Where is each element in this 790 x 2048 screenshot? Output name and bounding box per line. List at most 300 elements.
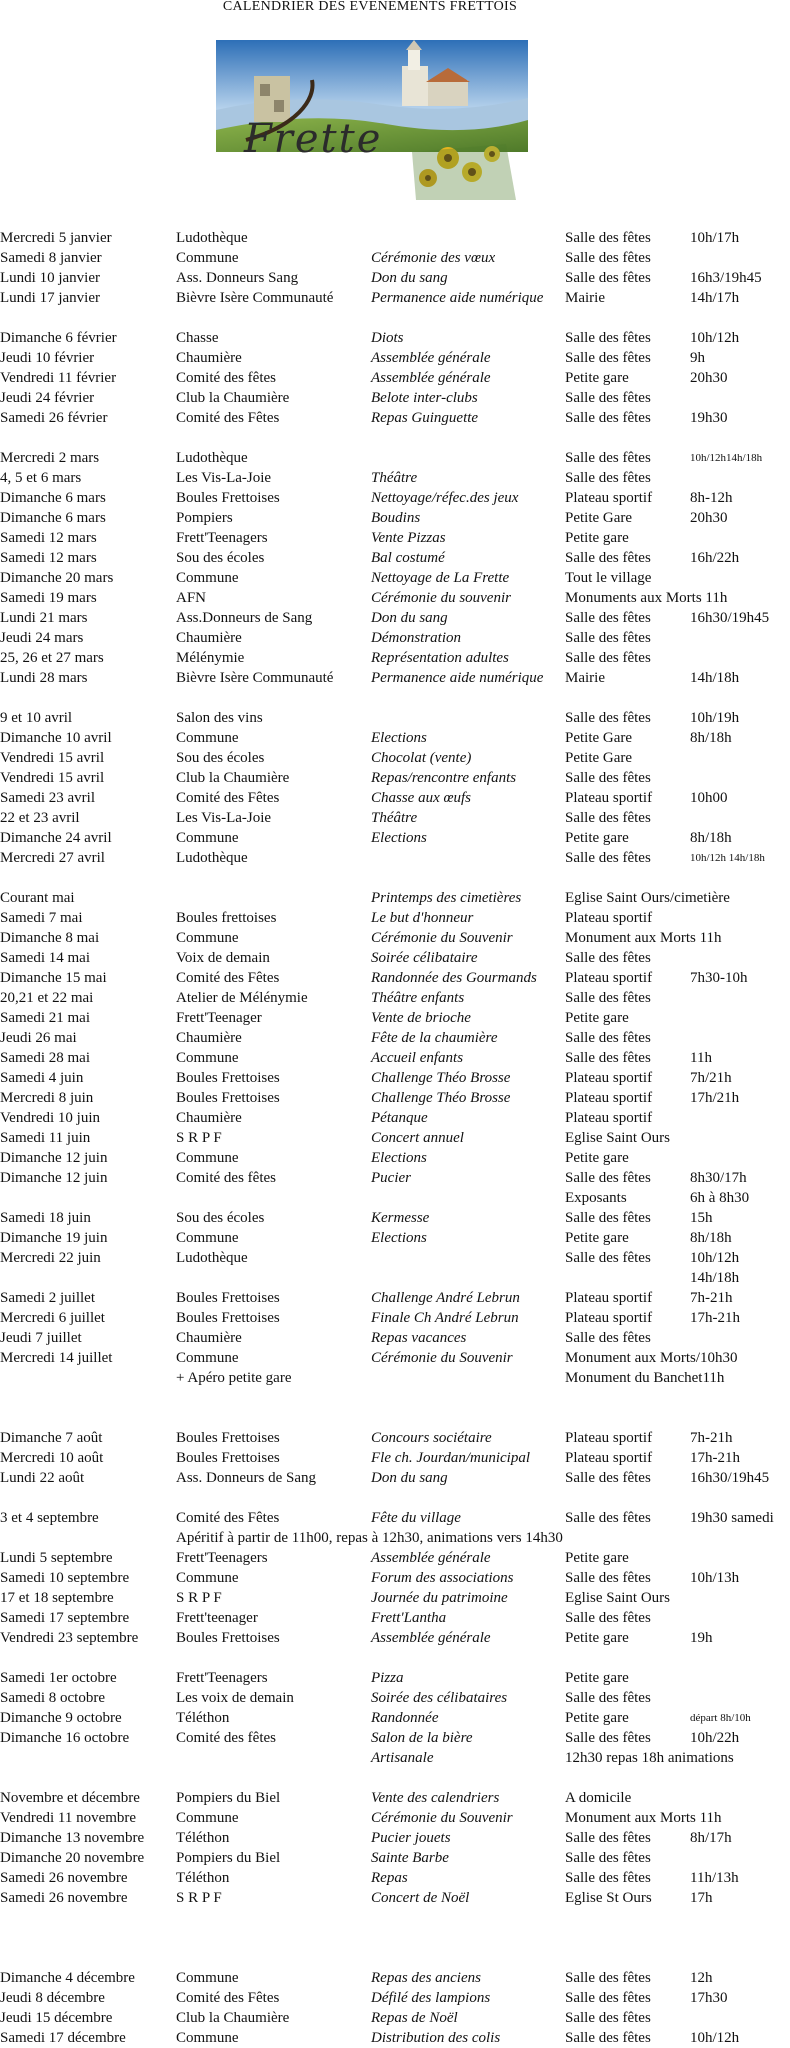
event-place: Salle des fêtes [565, 1250, 651, 1266]
event-place: Salle des fêtes [565, 250, 651, 266]
event-organizer: Sou des écoles [176, 550, 265, 566]
event-row [0, 1348, 790, 1368]
event-time: départ 8h/10h [690, 1712, 751, 1724]
event-organizer: Comité des fêtes [176, 1170, 276, 1186]
event-row [0, 528, 790, 548]
event-organizer: Comité des Fêtes [176, 970, 280, 986]
event-time: 16h/22h [690, 550, 740, 566]
event-date: Vendredi 15 avril [0, 770, 105, 786]
event-time: 14h/17h [690, 290, 740, 306]
section-gap [0, 688, 790, 708]
event-name: Soirée des célibataires [371, 1690, 508, 1706]
event-place: Salle des fêtes [565, 770, 651, 786]
event-name: Nettoyage de La Frette [371, 570, 510, 586]
event-organizer: Sou des écoles [176, 750, 265, 766]
event-organizer: Bièvre Isère Communauté [176, 290, 334, 306]
event-row [0, 1608, 790, 1628]
event-date: Mercredi 22 juin [0, 1250, 101, 1266]
event-date: Lundi 5 septembre [0, 1550, 113, 1566]
event-date: Jeudi 15 décembre [0, 2010, 113, 2026]
event-name: Permanence aide numérique [371, 290, 544, 306]
event-place: Salle des fêtes [565, 1570, 651, 1586]
event-organizer: Ludothèque [176, 1250, 248, 1266]
event-name: Démonstration [371, 630, 461, 646]
event-date: 25, 26 et 27 mars [0, 650, 104, 666]
event-time: 17h [690, 1890, 713, 1906]
event-organizer: Frett'Teenagers [176, 1550, 268, 1566]
event-date: Dimanche 16 octobre [0, 1730, 130, 1746]
event-row [0, 1808, 790, 1828]
event-date: Mercredi 27 avril [0, 850, 105, 866]
event-organizer: Pompiers du Biel [176, 1850, 281, 1866]
event-date: Samedi 19 mars [0, 590, 97, 606]
event-place: Salle des fêtes [565, 550, 651, 566]
event-organizer: Boules Frettoises [176, 1290, 280, 1306]
event-date: Samedi 8 janvier [0, 250, 102, 266]
event-place: Salle des fêtes [565, 710, 651, 726]
event-place: Petite Gare [565, 730, 633, 746]
event-name: Concert de Noël [371, 1890, 470, 1906]
event-name: Challenge Théo Brosse [371, 1090, 511, 1106]
event-date: Dimanche 20 mars [0, 570, 114, 586]
event-name: Représentation adultes [371, 650, 509, 666]
event-place: Salle des fêtes [565, 330, 651, 346]
event-organizer: Ludothèque [176, 850, 248, 866]
event-row [0, 1748, 790, 1768]
event-name: Assemblée générale [371, 1630, 491, 1646]
event-date: Lundi 22 août [0, 1470, 85, 1486]
event-place: Salle des fêtes [565, 1970, 651, 1986]
event-date: Vendredi 10 juin [0, 1110, 100, 1126]
event-row [0, 1068, 790, 1088]
event-date: Mercredi 6 juillet [0, 1310, 105, 1326]
event-organizer: Commune [176, 570, 239, 586]
event-date: Vendredi 11 novembre [0, 1810, 137, 1826]
event-row [0, 268, 790, 288]
event-organizer: Les Vis-La-Joie [176, 810, 272, 826]
event-name: Journée du patrimoine [371, 1590, 508, 1606]
event-date: Dimanche 13 novembre [0, 1830, 145, 1846]
event-name: Repas des anciens [371, 1970, 481, 1986]
section-gap [0, 1768, 790, 1788]
event-organizer: Bièvre Isère Communauté [176, 670, 334, 686]
event-place: Salle des fêtes [565, 990, 651, 1006]
section-gap [0, 308, 790, 328]
event-name: Théâtre enfants [371, 990, 465, 1006]
event-name: Le but d'honneur [371, 910, 474, 926]
event-date: Samedi 8 octobre [0, 1690, 105, 1706]
event-name: Belote inter-clubs [371, 390, 478, 406]
event-place: Petite gare [565, 1230, 629, 1246]
event-organizer: Chaumière [176, 1110, 242, 1126]
section-gap [0, 1948, 790, 1968]
event-place: Salle des fêtes [565, 1610, 651, 1626]
event-name: Assemblée générale [371, 350, 491, 366]
event-date: Dimanche 24 avril [0, 830, 112, 846]
event-date: Dimanche 19 juin [0, 1230, 108, 1246]
event-place: Plateau sportif [565, 1430, 653, 1446]
event-date: Samedi 14 mai [0, 950, 90, 966]
event-date: Mercredi 10 août [0, 1450, 104, 1466]
event-date: Dimanche 9 octobre [0, 1710, 122, 1726]
event-time: 10h/19h [690, 710, 740, 726]
event-name: Pizza [371, 1670, 404, 1686]
event-organizer: Apéritif à partir de 11h00, repas à 12h30, animations vers 14h30 [176, 1530, 563, 1546]
section-gap [0, 1648, 790, 1668]
event-name: Sainte Barbe [371, 1850, 449, 1866]
event-organizer: Chaumière [176, 630, 242, 646]
event-name: Don du sang [371, 1470, 448, 1486]
event-name: Artisanale [371, 1750, 434, 1766]
event-time: 17h-21h [690, 1310, 740, 1326]
event-time: 8h/17h [690, 1830, 732, 1846]
event-organizer: + Apéro petite gare [176, 1370, 292, 1386]
event-place: Salle des fêtes [565, 2010, 651, 2026]
event-time: 8h/18h [690, 830, 732, 846]
event-organizer: Commune [176, 1150, 239, 1166]
event-name: Chocolat (vente) [371, 750, 472, 766]
event-organizer: Frett'teenager [176, 1610, 258, 1626]
event-organizer: Club la Chaumière [176, 390, 290, 406]
event-date: Samedi 18 juin [0, 1210, 91, 1226]
event-row [0, 1088, 790, 1108]
event-organizer: Club la Chaumière [176, 2010, 290, 2026]
event-row [0, 1268, 790, 1288]
event-place: Petite gare [565, 1150, 629, 1166]
event-organizer: Commune [176, 1230, 239, 1246]
event-row [0, 1288, 790, 1308]
event-name: Frett'Lantha [371, 1610, 447, 1626]
event-organizer: Comité des Fêtes [176, 790, 280, 806]
event-organizer: Comité des fêtes [176, 370, 276, 386]
event-row [0, 1128, 790, 1148]
event-row [0, 728, 790, 748]
section-gap [0, 1488, 790, 1508]
event-name: Salon de la bière [371, 1730, 473, 1746]
event-name: Vente Pizzas [371, 530, 446, 546]
event-place: Plateau sportif [565, 490, 653, 506]
event-time: 11h/13h [690, 1870, 739, 1886]
event-row [0, 988, 790, 1008]
event-row [0, 508, 790, 528]
event-date: Samedi 12 mars [0, 530, 97, 546]
event-date: Vendredi 11 février [0, 370, 117, 386]
event-date: Lundi 28 mars [0, 670, 88, 686]
event-organizer: Voix de demain [176, 950, 270, 966]
event-row [0, 1568, 790, 1588]
event-time: 9h [690, 350, 705, 366]
event-date: Samedi 7 mai [0, 910, 83, 926]
event-row [0, 1708, 790, 1728]
event-place: Monument aux Morts 11h [565, 930, 722, 946]
event-name: Challenge André Lebrun [371, 1290, 520, 1306]
event-organizer: S R P F [176, 1590, 222, 1606]
event-place: Salle des fêtes [565, 1330, 651, 1346]
event-place: Plateau sportif [565, 1290, 653, 1306]
event-row [0, 548, 790, 568]
event-time: 10h/12h [690, 1250, 740, 1266]
event-date: Dimanche 7 août [0, 1430, 103, 1446]
event-name: Fête du village [371, 1510, 461, 1526]
event-name: Elections [371, 730, 427, 746]
event-time: 15h [690, 1210, 713, 1226]
event-name: Repas de Noël [371, 2010, 458, 2026]
event-date: Vendredi 15 avril [0, 750, 105, 766]
event-row [0, 448, 790, 468]
event-place: Petite gare [565, 1550, 629, 1566]
event-place: Salle des fêtes [565, 1850, 651, 1866]
event-row [0, 708, 790, 728]
event-row [0, 748, 790, 768]
event-time: 19h [690, 1630, 713, 1646]
event-date: 4, 5 et 6 mars [0, 470, 82, 486]
event-organizer: Boules Frettoises [176, 1630, 280, 1646]
event-time: 12h [690, 1970, 713, 1986]
event-organizer: Commune [176, 930, 239, 946]
event-place: Petite gare [565, 530, 629, 546]
event-place: Plateau sportif [565, 1110, 653, 1126]
event-row [0, 928, 790, 948]
event-organizer: Atelier de Mélénymie [176, 990, 308, 1006]
event-row [0, 568, 790, 588]
event-name: Fle ch. Jourdan/municipal [371, 1450, 530, 1466]
event-time: 16h3/19h45 [690, 270, 762, 286]
event-name: Cérémonie du souvenir [371, 590, 511, 606]
event-time: 20h30 [690, 510, 728, 526]
event-date: Samedi 26 février [0, 410, 108, 426]
event-organizer: Commune [176, 1970, 239, 1986]
event-organizer: Chasse [176, 330, 219, 346]
event-time: 10h/22h [690, 1730, 740, 1746]
event-organizer: Boules Frettoises [176, 490, 280, 506]
event-row [0, 1668, 790, 1688]
event-row [0, 1008, 790, 1028]
event-organizer: Pompiers du Biel [176, 1790, 281, 1806]
event-row [0, 628, 790, 648]
event-organizer: Boules Frettoises [176, 1430, 280, 1446]
event-row [0, 888, 790, 908]
event-place: Salle des fêtes [565, 1170, 651, 1186]
event-place: Salle des fêtes [565, 410, 651, 426]
event-date: Dimanche 12 juin [0, 1150, 108, 1166]
event-row [0, 1868, 790, 1888]
event-row [0, 1828, 790, 1848]
event-row [0, 588, 790, 608]
event-place: Salle des fêtes [565, 450, 651, 466]
event-organizer: Ludothèque [176, 450, 248, 466]
event-row [0, 388, 790, 408]
event-date: Lundi 21 mars [0, 610, 88, 626]
event-row [0, 1208, 790, 1228]
event-time: 10h/13h [690, 1570, 740, 1586]
event-place: Petite gare [565, 370, 629, 386]
event-row [0, 968, 790, 988]
event-organizer: Téléthon [176, 1830, 230, 1846]
event-place: Mairie [565, 670, 605, 686]
event-row [0, 328, 790, 348]
event-place: Salle des fêtes [565, 1990, 651, 2006]
event-organizer: Comité des Fêtes [176, 1510, 280, 1526]
event-row [0, 648, 790, 668]
event-organizer: S R P F [176, 1130, 222, 1146]
event-date: Mercredi 2 mars [0, 450, 100, 466]
event-date: Vendredi 23 septembre [0, 1630, 139, 1646]
event-place: Salle des fêtes [565, 630, 651, 646]
event-place: Petite gare [565, 1630, 629, 1646]
event-name: Distribution des colis [371, 2030, 501, 2046]
event-row [0, 1368, 790, 1388]
event-date: Jeudi 7 juillet [0, 1330, 82, 1346]
event-row [0, 1468, 790, 1488]
event-row [0, 468, 790, 488]
section-gap [0, 1908, 790, 1948]
event-place: Monument du Banchet11h [565, 1370, 725, 1386]
event-organizer: Club la Chaumière [176, 770, 290, 786]
event-name: Défilé des lampions [371, 1990, 491, 2006]
event-row [0, 1728, 790, 1748]
event-row [0, 488, 790, 508]
event-name: Don du sang [371, 610, 448, 626]
section-gap [0, 868, 790, 888]
event-row [0, 1528, 790, 1548]
event-organizer: Ass. Donneurs Sang [176, 270, 299, 286]
event-organizer: Frett'Teenager [176, 1010, 262, 1026]
event-organizer: S R P F [176, 1890, 222, 1906]
event-row [0, 1888, 790, 1908]
event-time: 19h30 [690, 410, 728, 426]
event-name: Randonnée des Gourmands [371, 970, 537, 986]
event-date: Mercredi 5 janvier [0, 230, 112, 246]
event-time: 16h30/19h45 [690, 1470, 770, 1486]
event-date: Dimanche 8 mai [0, 930, 100, 946]
event-row [0, 1028, 790, 1048]
event-place: Monuments aux Morts 11h [565, 590, 728, 606]
event-row [0, 768, 790, 788]
event-date: Samedi 11 juin [0, 1130, 91, 1146]
event-time: 7h30-10h [690, 970, 748, 986]
event-place: Salle des fêtes [565, 950, 651, 966]
event-place: Salle des fêtes [565, 2030, 651, 2046]
event-place: Mairie [565, 290, 605, 306]
event-name: Assemblée générale [371, 370, 491, 386]
event-time: 10h/12h 14h/18h [690, 852, 765, 864]
event-list [0, 228, 790, 2048]
event-place: Plateau sportif [565, 910, 653, 926]
event-name: Chasse aux œufs [371, 790, 472, 806]
event-row [0, 1628, 790, 1648]
event-organizer: Commune [176, 830, 239, 846]
event-date: Mercredi 8 juin [0, 1090, 94, 1106]
event-date: Samedi 2 juillet [0, 1290, 95, 1306]
event-row [0, 1508, 790, 1528]
event-name: Cérémonie du Souvenir [371, 1810, 513, 1826]
event-organizer: Comité des Fêtes [176, 1990, 280, 2006]
event-name: Vente de brioche [371, 1010, 471, 1026]
event-place: Salle des fêtes [565, 1730, 651, 1746]
event-organizer: Frett'Teenagers [176, 1670, 268, 1686]
event-organizer: Salon des vins [176, 710, 263, 726]
event-row [0, 1428, 790, 1448]
event-row [0, 1848, 790, 1868]
event-name: Elections [371, 1150, 427, 1166]
event-name: Elections [371, 1230, 427, 1246]
event-organizer: Ass. Donneurs de Sang [176, 1470, 316, 1486]
event-date: 9 et 10 avril [0, 710, 73, 726]
page-title: CALENDRIER DES EVENEMENTS FRETTOIS [222, 0, 518, 14]
event-place: Plateau sportif [565, 1310, 653, 1326]
event-place: Eglise St Ours [565, 1890, 652, 1906]
section-gap [0, 428, 790, 448]
event-name: Repas/rencontre enfants [371, 770, 517, 786]
event-organizer: Boules Frettoises [176, 1070, 280, 1086]
event-place: Petite gare [565, 830, 629, 846]
event-name: Assemblée générale [371, 1550, 491, 1566]
event-row [0, 608, 790, 628]
event-place: Salle des fêtes [565, 390, 651, 406]
event-organizer: Commune [176, 1570, 239, 1586]
event-date: Jeudi 24 février [0, 390, 95, 406]
event-date: Samedi 23 avril [0, 790, 95, 806]
event-date: 17 et 18 septembre [0, 1590, 114, 1606]
event-date: Samedi 17 septembre [0, 1610, 130, 1626]
event-date: Dimanche 6 mars [0, 490, 106, 506]
event-time: 8h/18h [690, 730, 732, 746]
event-date: Dimanche 20 novembre [0, 1850, 145, 1866]
event-time: 10h/17h [690, 230, 740, 246]
event-name: Don du sang [371, 270, 448, 286]
event-time: 20h30 [690, 370, 728, 386]
event-place: Salle des fêtes [565, 810, 651, 826]
event-time: 7h/21h [690, 1070, 732, 1086]
event-row [0, 948, 790, 968]
event-date: Jeudi 26 mai [0, 1030, 77, 1046]
event-time: 17h/21h [690, 1090, 740, 1106]
event-row [0, 1108, 790, 1128]
event-time: 17h-21h [690, 1450, 740, 1466]
event-row [0, 828, 790, 848]
event-row [0, 1048, 790, 1068]
event-place: Petite gare [565, 1670, 629, 1686]
event-organizer: Commune [176, 2030, 239, 2046]
event-time: 6h à 8h30 [690, 1190, 750, 1206]
frette-logo [216, 40, 528, 200]
event-name: Accueil enfants [371, 1050, 464, 1066]
event-name: Cérémonie du Souvenir [371, 1350, 513, 1366]
event-place: Salle des fêtes [565, 1690, 651, 1706]
event-organizer: Comité des Fêtes [176, 410, 280, 426]
event-organizer: Sou des écoles [176, 1210, 265, 1226]
event-organizer: Commune [176, 1810, 239, 1826]
event-time: 7h-21h [690, 1290, 733, 1306]
event-place: Salle des fêtes [565, 850, 651, 866]
event-name: Théâtre [371, 810, 418, 826]
section-gap [0, 1388, 790, 1428]
event-name: Soirée célibataire [371, 950, 478, 966]
event-time: 10h/12h [690, 330, 740, 346]
event-place: Tout le village [565, 570, 652, 586]
event-row [0, 228, 790, 248]
event-place: Plateau sportif [565, 1450, 653, 1466]
event-row [0, 1448, 790, 1468]
event-place: 12h30 repas 18h animations [565, 1750, 734, 1766]
event-date: Mercredi 14 juillet [0, 1350, 113, 1366]
event-row [0, 1688, 790, 1708]
event-row [0, 1148, 790, 1168]
event-row [0, 808, 790, 828]
event-place: Plateau sportif [565, 970, 653, 986]
event-time: 8h-12h [690, 490, 733, 506]
event-row [0, 1188, 790, 1208]
